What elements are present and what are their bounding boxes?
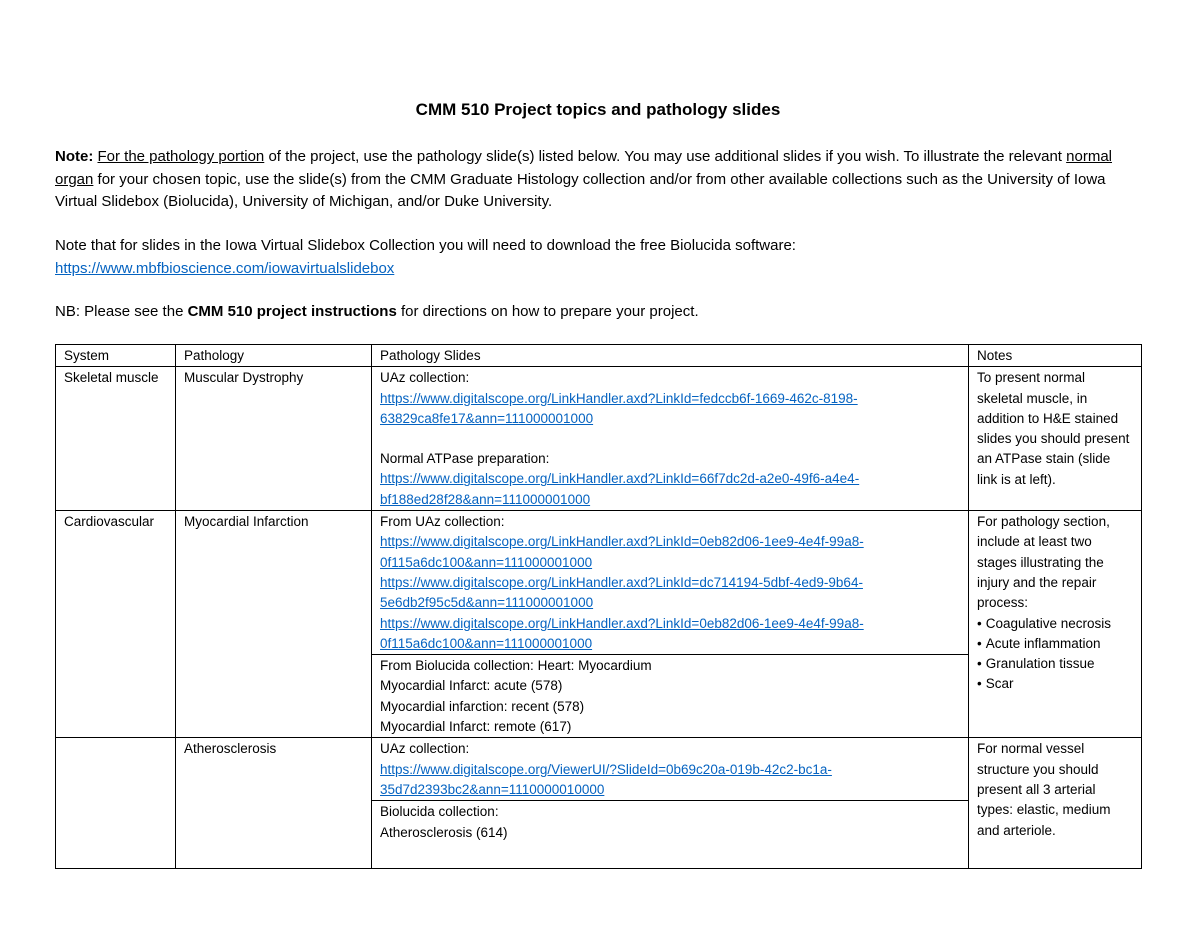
notes-cardio-list	[977, 614, 1133, 695]
biolucida-line: Myocardial Infarct: acute (578)	[380, 678, 563, 694]
nb-paragraph	[55, 301, 1141, 324]
slide-link[interactable]: https://www.digitalscope.org/LinkHandler.axd?LinkId=dc714194-5dbf-4ed9-9b64-5e6db2f95c5d&ann=111000001000	[380, 574, 863, 611]
system-empty	[56, 738, 176, 869]
note-text-1: of the project, use the pathology slide(s) listed below. You may use additional slides if you wish. To illustrate the relevant	[264, 148, 1067, 165]
biolucida-line: Myocardial Infarct: remote (617)	[380, 719, 572, 735]
iowa-text: Note that for slides in the Iowa Virtual Slidebox Collection you will need to download the free Biolucida software:	[55, 237, 796, 254]
slide-link[interactable]: https://www.digitalscope.org/LinkHandler.axd?LinkId=0eb82d06-1ee9-4e4f-99a8-0f115a6dc100&ann=111000001000	[380, 615, 864, 651]
notes-cardio-intro: For pathology section, include at least two stages illustrating the injury and the repair process:	[977, 514, 1110, 611]
slide-link[interactable]: https://www.digitalscope.org/LinkHandler.axd?LinkId=fedccb6f-1669-462c-8198-63829ca8fe17&ann=111000001000	[380, 390, 858, 426]
notes-cardio	[969, 511, 1142, 738]
header-pathology-slides: Pathology Slides	[372, 345, 969, 367]
pathology-myocardial-infarction: Myocardial Infarction	[176, 511, 372, 738]
header-system: System	[56, 345, 176, 367]
nb-post: for directions on how to prepare your project.	[396, 303, 699, 320]
system-cardiovascular: Cardiovascular	[56, 511, 176, 738]
slides-skeletal	[372, 367, 969, 511]
table-row-cardio-uaz	[56, 511, 1142, 655]
nb-pre: NB: Please see the	[55, 303, 188, 320]
slide-link[interactable]: https://www.digitalscope.org/LinkHandler.axd?LinkId=0eb82d06-1ee9-4e4f-99a8-0f115a6dc100&ann=111000001000	[380, 534, 864, 570]
atpase-label: Normal ATPase preparation:	[380, 451, 550, 467]
slides-athero-uaz	[372, 738, 969, 801]
biolucida-line: From Biolucida collection: Heart: Myocardium	[380, 658, 652, 674]
note-text-2: for your chosen topic, use the slide(s) from the CMM Graduate Histology collection and/or from other available collections such as the University of Iowa Virtual Slidebox (Biolucida), University of Michigan, and/or Duke University.	[55, 170, 1106, 210]
uaz-label: UAz collection:	[380, 370, 470, 386]
slides-athero-biolucida	[372, 801, 969, 869]
table-header-row	[56, 345, 1142, 367]
list-item: • Coagulative necrosis	[977, 614, 1133, 634]
slides-cardio-biolucida	[372, 655, 969, 738]
pathology-atherosclerosis: Atherosclerosis	[176, 738, 372, 869]
slide-link[interactable]: https://www.digitalscope.org/LinkHandler.axd?LinkId=66f7dc2d-a2e0-49f6-a4e4-bf188ed28f28&ann=111000001000	[380, 471, 860, 507]
note-label: Note:	[55, 148, 94, 165]
slides-cardio-uaz	[372, 511, 969, 655]
pathology-muscular-dystrophy: Muscular Dystrophy	[176, 367, 372, 511]
page-title: CMM 510 Project topics and pathology slides	[415, 100, 781, 119]
list-item: • Acute inflammation	[977, 634, 1133, 654]
note-underline-normal-organ: normal organ	[55, 148, 1112, 188]
slides-table	[55, 344, 1142, 869]
list-item: • Scar	[977, 674, 1133, 694]
header-pathology: Pathology	[176, 345, 372, 367]
biolucida-link[interactable]: https://www.mbfbioscience.com/iowavirtualslidebox	[55, 259, 395, 277]
note-paragraph	[55, 146, 1141, 214]
uaz-label: From UAz collection:	[380, 514, 505, 530]
biolucida-line: Myocardial infarction: recent (578)	[380, 698, 585, 714]
notes-skeletal: To present normal skeletal muscle, in addition to H&E stained slides you should present an ATPase stain (slide link is at left).	[969, 367, 1142, 511]
biolucida-label: Biolucida collection:	[380, 804, 499, 820]
system-skeletal: Skeletal muscle	[56, 367, 176, 511]
uaz-label: UAz collection:	[380, 741, 470, 757]
notes-athero: For normal vessel structure you should present all 3 arterial types: elastic, medium and arteriole.	[969, 738, 1142, 869]
table-row-skeletal	[56, 367, 1142, 511]
iowa-paragraph	[55, 235, 1141, 280]
note-underline-pathology: For the pathology portion	[97, 148, 265, 165]
table-row-athero-uaz	[56, 738, 1142, 801]
header-notes: Notes	[969, 345, 1142, 367]
slide-link[interactable]: https://www.digitalscope.org/ViewerUI/?SlideId=0b69c20a-019b-42c2-bc1a-35d7d2393bc2&ann=1110000010000	[380, 761, 832, 797]
list-item: • Granulation tissue	[977, 654, 1133, 674]
nb-bold: CMM 510 project instructions	[187, 303, 397, 320]
biolucida-item: Atherosclerosis (614)	[380, 824, 508, 840]
